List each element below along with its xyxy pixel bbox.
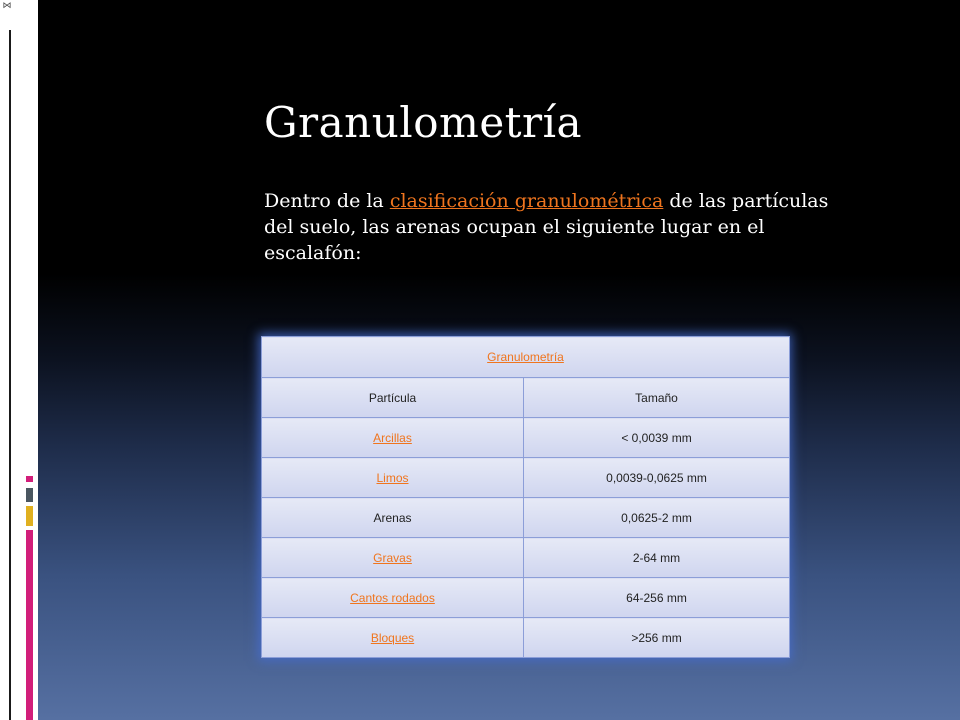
- slide: [38, 0, 960, 720]
- particle-cell-arenas: Arenas: [262, 498, 524, 538]
- size-cell: < 0,0039 mm: [524, 418, 790, 458]
- resize-icon[interactable]: ⋈: [2, 1, 12, 11]
- left-margin-strip: [0, 0, 38, 720]
- paragraph-text-after: de las partículas del suelo, las arenas ocupan el siguiente lugar en el escalafón:: [264, 190, 829, 264]
- header-size: Tamaño: [524, 378, 790, 418]
- size-cell: 0,0039-0,0625 mm: [524, 458, 790, 498]
- granulometric-classification-link[interactable]: clasificación granulométrica: [389, 190, 664, 212]
- accent-bar-pink: [26, 476, 33, 482]
- size-cell: 2-64 mm: [524, 538, 790, 578]
- table-row: [262, 578, 790, 618]
- slide-title: Granulometría: [264, 98, 583, 147]
- size-cell: 64-256 mm: [524, 578, 790, 618]
- particle-link-limos[interactable]: Limos: [376, 470, 409, 485]
- table-row: [262, 458, 790, 498]
- particle-link-cantos-rodados[interactable]: Cantos rodados: [350, 590, 435, 605]
- particle-cell: [262, 538, 524, 578]
- table-row: [262, 538, 790, 578]
- table-header-row: [262, 378, 790, 418]
- particle-cell: [262, 618, 524, 658]
- granulometry-table-container: [261, 336, 789, 658]
- vertical-rule: [9, 30, 11, 720]
- particle-link-gravas[interactable]: Gravas: [373, 550, 412, 565]
- table-row: [262, 498, 790, 538]
- particle-link-bloques[interactable]: Bloques: [370, 630, 415, 645]
- table-row: [262, 418, 790, 458]
- size-cell: 0,0625-2 mm: [524, 498, 790, 538]
- size-cell: >256 mm: [524, 618, 790, 658]
- table-row: [262, 618, 790, 658]
- slide-paragraph: [264, 188, 844, 266]
- table-caption-cell: [262, 337, 790, 378]
- accent-bar-yellow: [26, 506, 33, 526]
- table-caption-link[interactable]: Granulometría: [487, 350, 564, 364]
- particle-cell: [262, 458, 524, 498]
- particle-cell: [262, 578, 524, 618]
- accent-bar-gray: [26, 488, 33, 502]
- paragraph-text-before: Dentro de la: [264, 190, 390, 212]
- particle-link-arcillas[interactable]: Arcillas: [373, 430, 412, 445]
- header-particle: Partícula: [262, 378, 524, 418]
- accent-bar-pink-long: [26, 530, 33, 720]
- particle-cell: [262, 418, 524, 458]
- granulometry-table: [261, 336, 790, 658]
- table-caption-row: [262, 337, 790, 378]
